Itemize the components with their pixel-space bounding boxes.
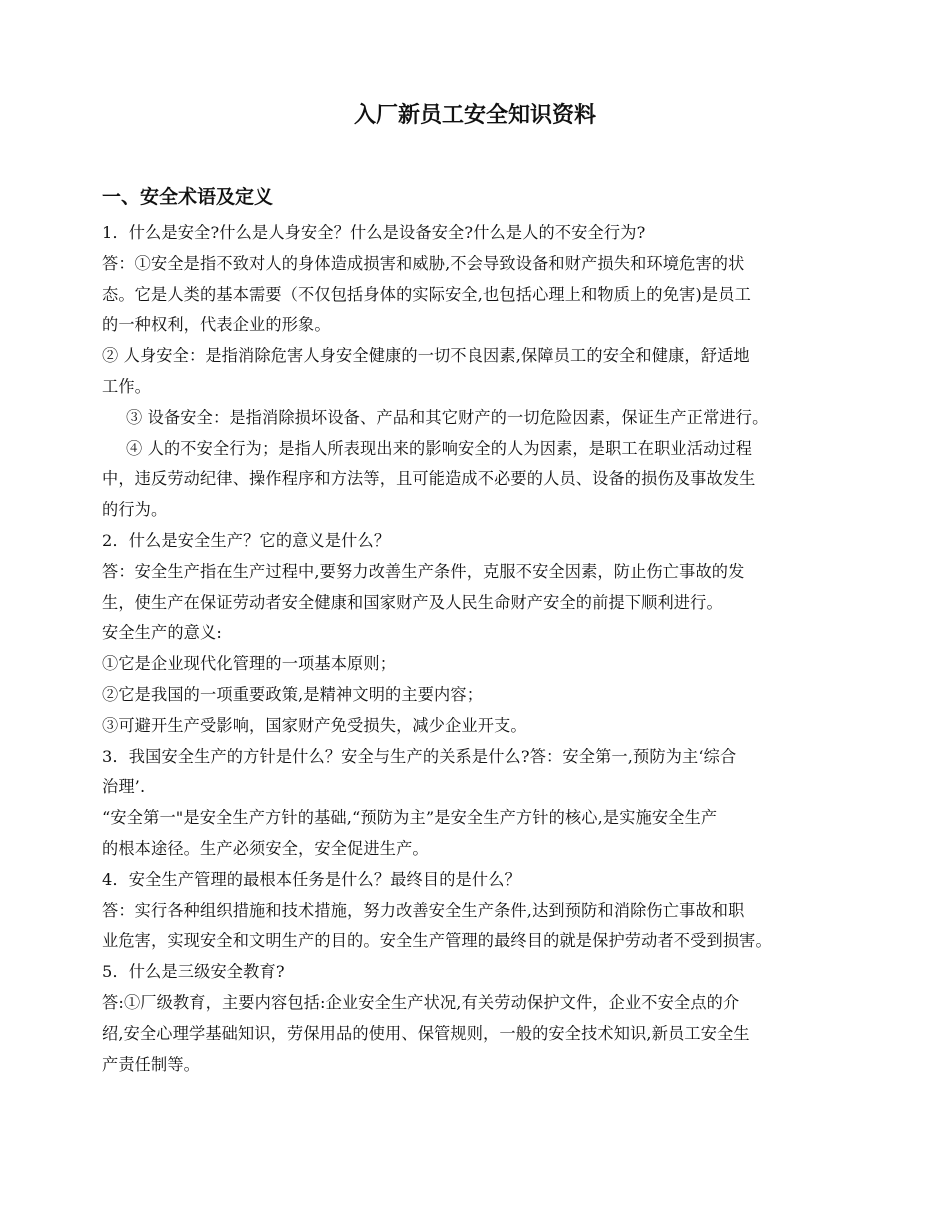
answer-1-line: ③ 设备安全：是指消除损坏设备、产品和其它财产的一切危险因素，保证生产正常进行。 <box>126 407 769 427</box>
answer-2-line: 安全生产的意义: <box>102 623 222 643</box>
answer-2-line: 答：安全生产指在生产过程中,要努力改善生产条件，克服不安全因素，防止伤亡事故的发 <box>102 561 745 581</box>
list-item: ③可避开生产受影响，国家财产免受损失，减少企业开支。 <box>102 715 527 735</box>
question-3-line: 治理’. <box>102 777 146 797</box>
answer-5-line: 答:①厂级教育，主要内容包括:企业安全生产状况,有关劳动保护文件，企业不安全点的介 <box>102 992 740 1012</box>
question-1: 1．什么是安全?什么是人身安全？什么是设备安全?什么是人的不安全行为? <box>102 223 646 242</box>
answer-1-line: 态。它是人类的基本需要（不仅包括身体的实际安全,也包括心理上和物质上的免害)是员工 <box>102 284 751 304</box>
answer-1-line: ② 人身安全：是指消除危害人身安全健康的一切不良因素,保障员工的安全和健康，舒适地 <box>102 346 750 366</box>
answer-3-line: 的根本途径。生产必须安全，安全促进生产。 <box>102 838 429 858</box>
answer-1-line: 的行为。 <box>102 500 168 520</box>
question-3: 3．我国安全生产的方针是什么？安全与生产的关系是什么?答：安全第一,预防为主‘综合 <box>102 746 737 766</box>
answer-3-line: “安全第一"是安全生产方针的基础,“预防为主”是安全生产方针的核心,是实施安全生产 <box>102 808 718 828</box>
answer-1-line: 中，违反劳动纪律、操作程序和方法等，且可能造成不必要的人员、设备的损伤及事故发生 <box>102 469 756 489</box>
question-5: 5．什么是三级安全教育? <box>102 962 285 982</box>
list-item: ①它是企业现代化管理的一项基本原则； <box>102 654 397 674</box>
document-body <box>102 218 852 1080</box>
answer-4-line: 业危害，实现安全和文明生产的目的。安全生产管理的最终目的就是保护劳动者不受到损害。 <box>102 931 772 951</box>
answer-1-line: 的一种权利，代表企业的形象。 <box>102 315 331 335</box>
answer-4-line: 答：实行各种组织措施和技术措施，努力改善安全生产条件,达到预防和消除伤亡事故和职 <box>102 900 745 920</box>
section-heading: 一、安全术语及定义 <box>102 186 274 208</box>
document-title: 入厂新员工安全知识资料 <box>353 103 596 128</box>
list-item: ②它是我国的一项重要政策,是精神文明的主要内容； <box>102 684 484 704</box>
answer-1-line: 工作。 <box>102 376 152 396</box>
answer-1-line: 答：①安全是指不致对人的身体造成损害和威胁,不会导致设备和财产损失和环境危害的状 <box>102 253 745 273</box>
answer-5-line: 产责任制等。 <box>102 1054 201 1074</box>
question-2: 2．什么是安全生产？它的意义是什么？ <box>102 530 391 550</box>
answer-2-line: 生，使生产在保证劳动者安全健康和国家财产及人民生命财产安全的前提下顺利进行。 <box>102 592 723 612</box>
answer-1-line: ④ 人的不安全行为；是指人所表现出来的影响安全的人为因素，是职工在职业活动过程 <box>126 438 753 458</box>
answer-5-line: 绍,安全心理学基础知识，劳保用品的使用、保管规则，一般的安全技术知识,新员工安全生 <box>102 1023 750 1043</box>
question-4: 4．安全生产管理的最根本任务是什么？最终目的是什么？ <box>102 869 521 889</box>
